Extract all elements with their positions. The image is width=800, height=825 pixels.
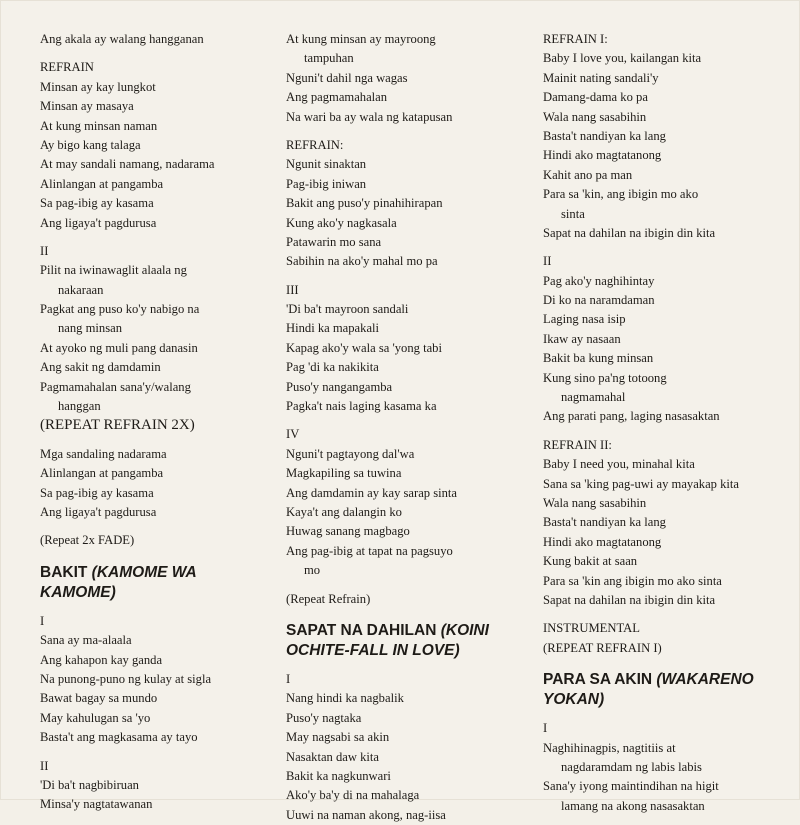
lyric-line: At kung minsan ay mayroong [286,32,436,46]
lyric-stanza [286,590,526,609]
lyric-line: Puso'y nangangamba [286,379,393,394]
lyric-line: Na punong-puno ng kulay at sigla [40,671,212,686]
lyric-line: Basta't ang magkasama ay tayo [40,730,198,745]
lyric-line: At kung minsan naman [40,118,158,133]
lyric-line: Magkapiling sa tuwina [286,466,402,481]
lyric-line: II [40,243,49,258]
lyric-line: Ay bigo kang talaga [40,137,141,152]
lyric-line: Alinlangan at pangamba [40,466,164,481]
lyric-line: Sana ay ma-alaala [40,633,132,648]
lyric-line: Baby I love you, kailangan kita [543,51,702,66]
lyric-line: tampuhan [304,51,354,66]
lyric-line: Sapat na dahilan na ibigin din kita [543,592,716,607]
lyric-line: (Repeat Refrain) [286,591,371,606]
lyric-line: Damang-dama ko pa [543,90,648,105]
lyric-line: Bakit ka nagkunwari [286,768,391,783]
song-title-line [40,583,270,603]
lyric-line: Mainit nating sandali'y [543,70,659,85]
lyric-line: sinta [561,206,585,221]
lyric-line: Ang ligaya't pagdurusa [40,504,157,519]
lyrics-column-2 [286,30,526,825]
song-title-line [543,690,783,710]
lyric-line: Wala nang sasabihin [543,109,647,124]
lyric-line: Sa pag-ibig ay kasama [40,196,154,211]
lyric-line: Minsan ay kay lungkot [40,79,156,94]
lyric-line: May kahulugan sa 'yo [40,710,151,725]
song-subtitle: KAMOME) [40,583,116,601]
lyric-line: At ayoko ng muli pang danasin [40,340,198,355]
lyric-stanza [286,425,526,580]
lyric-stanza [286,281,526,417]
lyric-line: Nang hindi ka nagbalik [286,691,404,706]
lyric-line: Ang damdamin ay kay sarap sinta [286,485,458,500]
lyric-line: Di ko na naramdaman [543,293,655,308]
lyric-line: Basta't nandiyan ka lang [543,515,666,530]
lyric-line: Ngunit sinaktan [286,157,367,172]
lyric-line: REFRAIN [40,60,94,75]
lyric-line: Nguni't dahil nga wagas [286,70,408,85]
lyric-stanza [286,670,526,825]
lyric-line: (REPEAT REFRAIN I) [543,640,662,655]
lyric-line: Na wari ba ay wala ng katapusan [286,109,453,124]
lyric-line: Nasaktan daw kita [286,749,380,764]
lyric-line: I [543,721,548,736]
lyric-line: Uuwi na naman akong, nag-iisa [286,807,446,822]
song-title-line [543,670,783,690]
lyric-line: IV [286,427,300,442]
song-subtitle: YOKAN) [543,691,605,709]
lyric-line: Ang ligaya't pagdurusa [40,215,157,230]
lyric-line: Ang akala ay walang hangganan [40,32,204,46]
lyric-line: Pilit na iwinawaglit alaala ng [40,263,187,278]
song-subtitle: OCHITE-FALL IN LOVE) [286,641,460,659]
lyric-stanza [40,531,270,550]
lyric-line: I [40,613,45,628]
lyric-line: Ang pag-ibig at tapat na pagsuyo [286,543,453,558]
lyric-line: Laging nasa isip [543,312,626,327]
lyric-line: nagdaramdam ng labis labis [561,759,702,774]
lyric-stanza [40,445,270,523]
lyric-line: Kung bakit at saan [543,554,638,569]
lyric-stanza [543,252,783,427]
lyric-line: Puso'y nagtaka [286,710,362,725]
song-title-line [286,621,526,641]
lyric-line: Mga sandaling nadarama [40,446,167,461]
lyric-line: lamang na akong nasasaktan [561,798,705,813]
song-subtitle: (KOINI [440,621,489,639]
lyric-line: nagmamahal [561,390,626,405]
lyric-line: Sabihin na ako'y mahal mo pa [286,254,438,269]
lyric-line: Wala nang sasabihin [543,495,647,510]
lyric-line: REFRAIN I: [543,32,608,46]
lyric-line: Pagmamahalan sana'y/walang [40,379,191,394]
lyric-stanza [543,619,783,658]
lyric-line: REFRAIN II: [543,437,612,452]
lyric-line: May nagsabi sa akin [286,730,390,745]
lyric-line: II [40,758,49,773]
lyric-stanza [40,612,270,748]
lyric-line: Basta't nandiyan ka lang [543,128,666,143]
lyric-line: Ang pagmamahalan [286,90,388,105]
song-title-line [286,641,526,661]
song-subtitle: (WAKARENO [656,671,754,689]
lyric-line: Hindi ako magtatanong [543,534,662,549]
lyrics-column-3 [543,30,783,816]
lyric-line: Pag 'di ka nakikita [286,360,379,375]
lyric-line: Kapag ako'y wala sa 'yong tabi [286,340,442,355]
lyric-stanza [543,436,783,611]
lyric-line: Huwag sanang magbago [286,524,410,539]
lyric-line: Pagka't nais laging kasama ka [286,399,437,414]
lyric-line: Minsan ay masaya [40,99,134,114]
lyric-line: hanggan [58,399,101,414]
lyric-stanza [286,136,526,272]
lyric-line: Naghihinagpis, nagtitiis at [543,740,676,755]
lyric-line: I [286,671,291,686]
lyric-stanza [286,30,526,127]
song-title: PARA SA AKIN [543,671,653,689]
lyric-line: mo [304,563,321,578]
lyric-line: Para sa 'kin ang ibigin mo ako sinta [543,573,722,588]
lyric-line: (REPEAT REFRAIN 2X) [40,417,195,434]
lyric-line: Ang kahapon kay ganda [40,652,163,667]
lyric-line: Baby I need you, minahal kita [543,457,695,472]
lyric-stanza [40,757,270,815]
lyric-line: Bawat bagay sa mundo [40,691,158,706]
lyric-line: Ikaw ay nasaan [543,331,621,346]
lyric-line: nang minsan [58,321,123,336]
lyric-line: Pagkat ang puso ko'y nabigo na [40,302,200,317]
lyric-line: Minsa'y nagtatawanan [40,797,153,812]
lyric-line: Kahit ano pa man [543,167,633,182]
lyric-stanza [40,30,270,49]
song-title: SAPAT NA DAHILAN [286,621,437,639]
lyric-line: Kaya't ang dalangin ko [286,504,402,519]
lyric-line: Sa pag-ibig ay kasama [40,485,154,500]
lyric-line: Ako'y ba'y di na mahalaga [286,788,420,803]
lyric-line: Hindi ako magtatanong [543,148,662,163]
lyric-line: II [543,254,552,269]
lyrics-column-1 [40,30,270,815]
lyric-stanza [543,719,783,816]
lyric-line: Kung ako'y nagkasala [286,215,397,230]
lyric-line: nakaraan [58,282,104,297]
lyric-line: At may sandali namang, nadarama [40,157,215,172]
lyric-line: 'Di ba't mayroon sandali [286,302,409,317]
lyric-line: Bakit ba kung minsan [543,351,654,366]
lyric-line: Pag ako'y naghihintay [543,273,655,288]
lyric-line: Sana sa 'king pag-uwi ay mayakap kita [543,476,740,491]
lyric-line: III [286,282,299,297]
lyric-line: Sapat na dahilan na ibigin din kita [543,225,716,240]
lyric-line: Hindi ka mapakali [286,321,380,336]
lyric-stanza [40,242,270,436]
lyric-line: Ang parati pang, laging nasasaktan [543,409,720,424]
song-subtitle: (KAMOME WA [91,563,197,581]
lyric-line: Bakit ang puso'y pinahihirapan [286,196,443,211]
lyric-line: Para sa 'kin, ang ibigin mo ako [543,187,699,202]
song-title-line [40,563,270,583]
lyric-line: (Repeat 2x FADE) [40,533,135,548]
lyric-line: Ang sakit ng damdamin [40,360,161,375]
lyric-line: Nguni't pagtayong dal'wa [286,446,415,461]
lyric-line: Pag-ibig iniwan [286,176,367,191]
lyric-line: REFRAIN: [286,137,344,152]
lyric-line: Alinlangan at pangamba [40,176,164,191]
lyric-stanza [40,58,270,233]
lyric-line: Kung sino pa'ng totoong [543,370,667,385]
lyric-line: INSTRUMENTAL [543,621,640,636]
lyric-line: Patawarin mo sana [286,234,382,249]
song-title: BAKIT [40,563,88,581]
lyric-line: 'Di ba't nagbibiruan [40,777,139,792]
lyric-line: Sana'y iyong maintindihan na higit [543,779,719,794]
lyric-stanza [543,30,783,243]
